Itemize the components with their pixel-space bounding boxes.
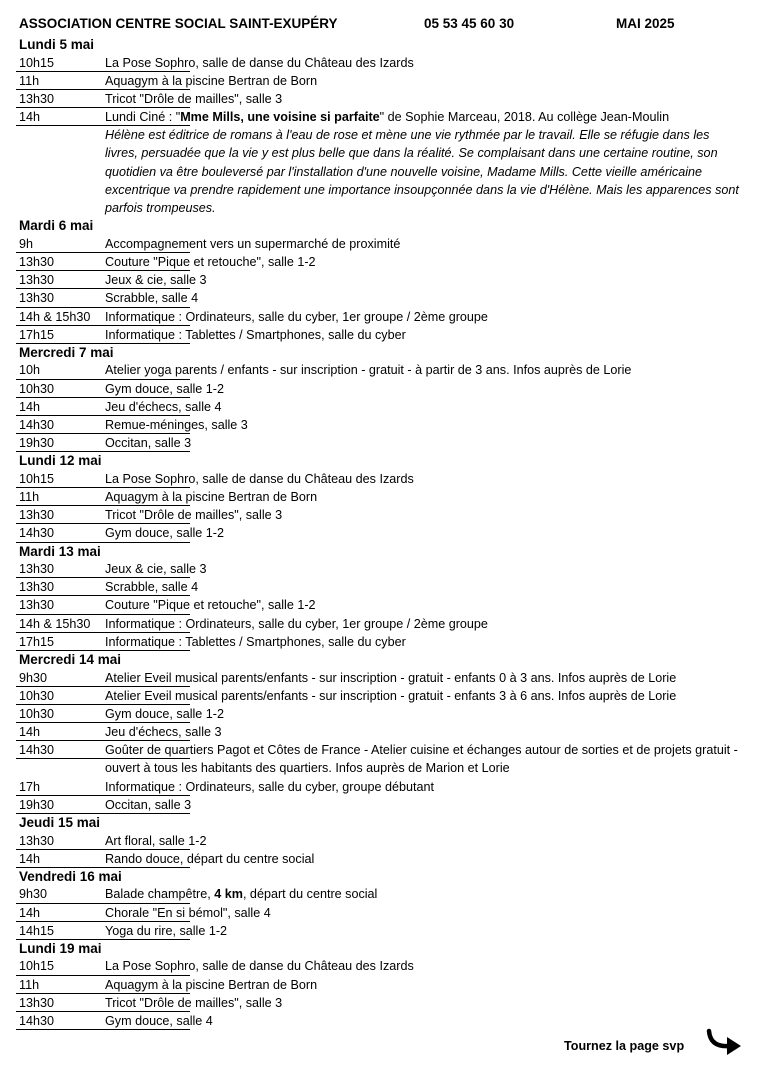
event-row — [16, 615, 746, 633]
day-block — [16, 36, 746, 217]
day-heading: Lundi 5 mai — [19, 37, 95, 52]
event-time: 14h15 — [19, 923, 55, 938]
event-time: 14h & 15h30 — [19, 309, 91, 324]
event-time: 14h30 — [19, 526, 55, 541]
event-time: 13h30 — [19, 273, 55, 288]
day-heading: Mardi 13 mai — [19, 543, 101, 559]
event-text: Art floral, salle 1-2 — [105, 833, 207, 848]
event-time: 9h30 — [19, 670, 48, 685]
phone-number: 05 53 45 60 30 — [424, 16, 515, 31]
turn-page-note: Tournez la page svp — [564, 1039, 685, 1053]
event-row — [16, 488, 746, 506]
event-highlight: 4 km — [214, 887, 243, 902]
day-block — [16, 344, 746, 452]
event-text: Remue-méninges, salle 3 — [105, 417, 248, 432]
day-block — [16, 814, 746, 868]
event-row — [16, 108, 746, 217]
event-row — [16, 796, 746, 814]
event-highlight: Mme Mills, une voisine si parfaite — [180, 110, 380, 125]
event-time: 10h15 — [19, 55, 55, 70]
day-heading: Jeudi 15 mai — [19, 815, 101, 831]
event-time: 14h — [19, 725, 41, 740]
event-time: 14h & 15h30 — [19, 616, 91, 631]
day-block — [16, 651, 746, 814]
day-heading: Lundi 12 mai — [19, 453, 102, 469]
event-text: Goûter de quartiers Pagot et Côtes de France - Atelier cuisine et échanges autour de sorties et de projets gratuit - ouvert à tous les habitants des quartiers. Infos auprès de Marion et Lorie — [105, 743, 738, 776]
event-text: Tricot "Drôle de mailles", salle 3 — [105, 995, 283, 1010]
event-time: 14h30 — [19, 417, 55, 432]
event-text: Informatique : Tablettes / Smartphones, salle du cyber — [105, 327, 406, 342]
event-text: Scrabble, salle 4 — [105, 291, 199, 306]
event-text: Jeux & cie, salle 3 — [105, 273, 207, 288]
day-block — [16, 452, 746, 542]
event-time: 10h15 — [19, 959, 55, 974]
event-time: 9h — [19, 236, 34, 251]
event-text: Scrabble, salle 4 — [105, 580, 199, 595]
event-text: Informatique : Ordinateurs, salle du cyber, 1er groupe / 2ème groupe — [105, 309, 488, 324]
event-text-part: Balade champêtre, — [105, 887, 215, 902]
event-time: 11h — [19, 490, 40, 504]
event-text-part: , départ du centre social — [242, 887, 378, 902]
event-text: Tricot "Drôle de mailles", salle 3 — [105, 91, 283, 106]
event-row — [16, 723, 746, 741]
event-row — [16, 957, 746, 975]
day-heading: Mercredi 7 mai — [19, 344, 114, 360]
event-time: 17h15 — [19, 327, 55, 342]
event-row — [16, 289, 746, 307]
event-text: Tricot "Drôle de mailles", salle 3 — [105, 508, 283, 523]
event-time: 13h30 — [19, 833, 55, 848]
event-text — [105, 885, 377, 903]
event-row — [16, 253, 746, 271]
event-row — [16, 271, 746, 289]
event-row — [16, 72, 746, 90]
event-text: Occitan, salle 3 — [105, 797, 192, 812]
event-row — [16, 885, 746, 903]
event-text: La Pose Sophro, salle de danse du Château des Izards — [105, 55, 414, 70]
event-time: 14h — [19, 110, 41, 125]
event-time: 14h — [19, 851, 41, 866]
event-row — [16, 235, 746, 253]
month-label: MAI 2025 — [616, 16, 675, 31]
event-row — [16, 596, 746, 614]
event-text-part: Lundi Ciné : " — [105, 110, 181, 125]
event-time: 10h30 — [19, 381, 55, 396]
event-row — [16, 506, 746, 524]
event-text: Gym douce, salle 1-2 — [105, 526, 224, 541]
event-time: 13h30 — [19, 562, 55, 577]
event-row — [16, 560, 746, 578]
event-text: Rando douce, départ du centre social — [105, 851, 315, 866]
event-row — [16, 578, 746, 596]
event-text: La Pose Sophro, salle de danse du Château des Izards — [105, 959, 414, 974]
organization-name: ASSOCIATION CENTRE SOCIAL SAINT-EXUPÉRY — [19, 16, 338, 31]
event-row — [16, 54, 746, 72]
event-text: Couture "Pique et retouche", salle 1-2 — [105, 254, 316, 269]
event-row — [16, 90, 746, 108]
event-row — [16, 976, 746, 994]
event-text: Jeu d'échecs, salle 4 — [105, 399, 222, 414]
event-text: Atelier Eveil musical parents/enfants - sur inscription - gratuit - enfants 3 à 6 ans. Infos auprès de Lorie — [105, 688, 677, 703]
event-text-part: " de Sophie Marceau, 2018. Au collège Jean-Moulin — [379, 110, 670, 125]
event-text: Atelier Eveil musical parents/enfants - sur inscription - gratuit - enfants 0 à 3 ans. Infos auprès de Lorie — [105, 670, 677, 685]
event-time: 19h30 — [19, 436, 55, 451]
event-row — [16, 778, 746, 796]
film-synopsis: Hélène est éditrice de romans à l'eau de rose et mène une vie rythmée par le travail. Elle se réfugie dans les livres, persuadée que la vie y est plus belle que dans la réalité. Se complaisant dans une certaine routine, son quotidien va être bouleversé par l'installation d'une nouvelle voisine, Madame Mills. Cette vieille américaine excentrique va prendre rapidement une importance insoupçonnée dans la vie d'Hélène. Mais les apparences sont parfois trompeuses. — [105, 128, 739, 216]
event-text: La Pose Sophro, salle de danse du Château des Izards — [105, 471, 414, 486]
event-time: 13h30 — [19, 254, 55, 269]
day-heading: Lundi 19 mai — [19, 940, 102, 956]
event-row — [16, 904, 746, 922]
event-row — [16, 741, 746, 777]
event-text: Jeux & cie, salle 3 — [105, 562, 207, 577]
event-time: 13h30 — [19, 598, 55, 613]
schedule — [16, 36, 746, 1030]
event-row — [16, 524, 746, 542]
event-text: Informatique : Ordinateurs, salle du cyber, 1er groupe / 2ème groupe — [105, 616, 488, 631]
event-row — [16, 669, 746, 687]
day-block — [16, 868, 746, 940]
event-text: Aquagym à la piscine Bertran de Born — [105, 490, 318, 504]
event-row — [16, 434, 746, 452]
event-row — [16, 994, 746, 1012]
event-time: 10h15 — [19, 471, 55, 486]
event-text: Informatique : Ordinateurs, salle du cyber, groupe débutant — [105, 779, 435, 794]
event-row — [16, 850, 746, 868]
day-heading: Mercredi 14 mai — [19, 652, 122, 667]
event-time: 13h30 — [19, 91, 55, 106]
event-time: 14h30 — [19, 743, 55, 758]
event-time: 13h30 — [19, 995, 55, 1010]
event-row — [16, 380, 746, 398]
event-text: Accompagnement vers un supermarché de proximité — [105, 236, 401, 251]
event-time: 14h30 — [19, 1014, 55, 1029]
event-row — [16, 470, 746, 488]
event-text: Gym douce, salle 1-2 — [105, 381, 224, 396]
event-text: Couture "Pique et retouche", salle 1-2 — [105, 598, 316, 613]
event-row — [16, 832, 746, 850]
day-block — [16, 543, 746, 651]
event-text: Occitan, salle 3 — [105, 436, 192, 451]
event-text: Informatique : Tablettes / Smartphones, salle du cyber — [105, 634, 406, 649]
event-row — [16, 416, 746, 434]
event-time: 10h30 — [19, 688, 55, 703]
event-time: 17h — [19, 779, 41, 794]
day-block — [16, 940, 746, 1030]
event-row — [16, 398, 746, 416]
event-text: Chorale "En si bémol", salle 4 — [105, 905, 271, 920]
event-time: 14h — [19, 399, 41, 414]
event-row — [16, 705, 746, 723]
event-time: 13h30 — [19, 580, 55, 595]
event-row — [16, 361, 746, 379]
day-heading: Vendredi 16 mai — [19, 868, 122, 884]
event-row — [16, 1012, 746, 1030]
event-time: 10h — [19, 363, 41, 378]
event-time: 13h30 — [19, 291, 55, 306]
curved-arrow-right-icon — [706, 1027, 744, 1057]
event-time: 19h30 — [19, 797, 55, 812]
event-text: Atelier yoga parents / enfants - sur inscription - gratuit - à partir de 3 ans. Infos auprès de Lorie — [105, 363, 632, 378]
event-text: Gym douce, salle 4 — [105, 1014, 213, 1029]
event-row — [16, 326, 746, 344]
event-text — [105, 108, 745, 217]
event-row — [16, 687, 746, 705]
event-text: Yoga du rire, salle 1-2 — [105, 923, 228, 938]
event-row — [16, 633, 746, 651]
event-text: Gym douce, salle 1-2 — [105, 706, 224, 721]
day-block — [16, 217, 746, 344]
event-time: 17h15 — [19, 634, 55, 649]
event-time: 14h — [19, 905, 41, 920]
event-text: Jeu d'échecs, salle 3 — [105, 725, 222, 740]
event-row — [16, 308, 746, 326]
event-time: 11h — [19, 73, 40, 88]
event-text: Aquagym à la piscine Bertran de Born — [105, 977, 318, 992]
event-time: 10h30 — [19, 706, 55, 721]
event-row — [16, 922, 746, 940]
event-time: 13h30 — [19, 508, 55, 523]
page-header — [19, 16, 746, 36]
event-time: 9h30 — [19, 887, 48, 902]
day-heading: Mardi 6 mai — [19, 218, 94, 234]
event-time: 11h — [19, 977, 40, 992]
event-text: Aquagym à la piscine Bertran de Born — [105, 73, 318, 88]
